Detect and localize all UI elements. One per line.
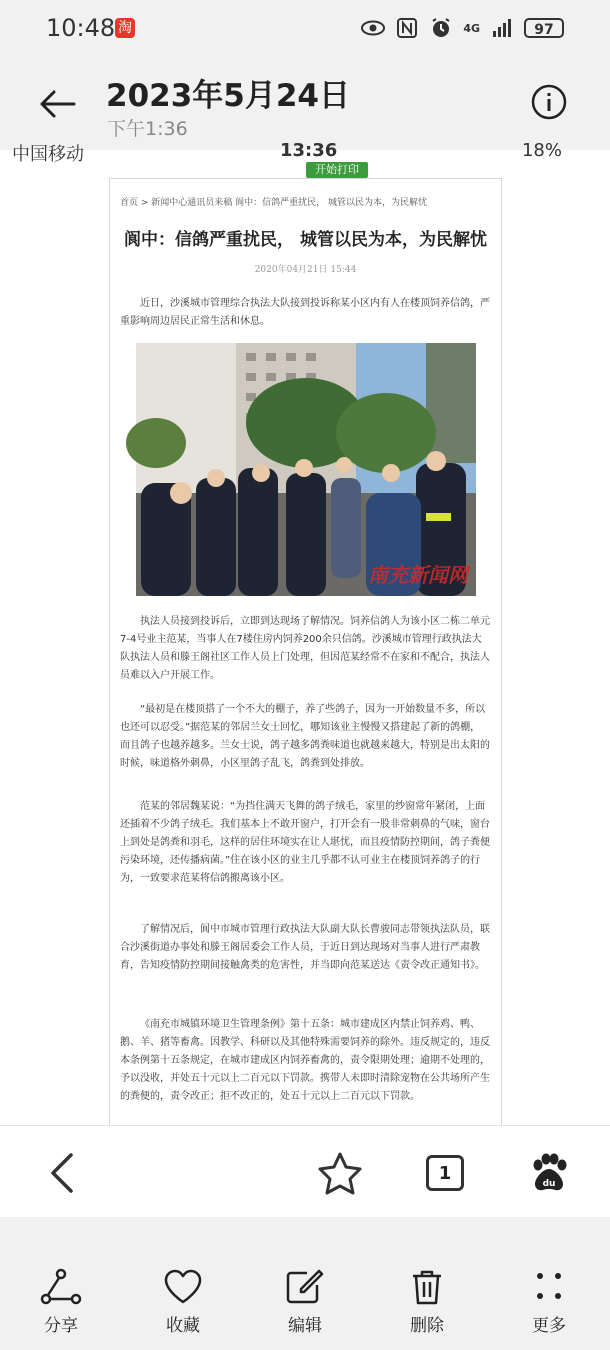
photo-watermark: 南充新闻网 — [368, 563, 468, 587]
trash-icon — [407, 1269, 447, 1305]
svg-text:du: du — [542, 1179, 556, 1189]
article-paragraph: 近日，沙溪城市管理综合执法大队接到投诉称某小区内有人在楼顶饲养信鸽，严重影响周边居民正常生活和休息。 — [120, 298, 490, 327]
heart-icon — [163, 1269, 203, 1305]
tabs-button[interactable] — [420, 1148, 470, 1198]
favorite-label: 收藏 — [166, 1316, 200, 1336]
article-paragraph: “最初是在楼顶搭了一个不大的棚子，养了些鸽子，因为一开始数量不多，所以也还可以忍受。”据范某的邻居兰女士回忆，哪知该业主慢慢又搭建起了新的鸽棚，而且鸽子也越养越多。兰女士说，鸽子越多鸽粪味道也就越来越大，特别是出太阳的时候，味道格外刺鼻，小区里鸽子乱飞，鸽粪到处排放。 — [120, 704, 490, 769]
gallery-action-bar — [0, 1217, 610, 1350]
inner-time: 13:36 — [280, 140, 338, 161]
inner-carrier: 中国移动 — [12, 144, 84, 165]
article-paragraph: 《南充市城镇环境卫生管理条例》第十五条：城市建成区内禁止饲养鸡、鸭、鹅、羊、猪等畜禽。因教学、科研以及其他特殊需要饲养的除外。违反规定的，违反本条例第十五条规定，在城市建成区内饲养畜禽的，责令限期处理；逾期不处理的，予以没收，并处五十元以上二百元以下罚款。携带人未即时清除宠物在公共场所产生的粪便的，责令改正；拒不改正的，处五十元以上二百元以下罚款。 — [120, 1019, 490, 1102]
status-icons — [361, 16, 564, 40]
print-button: 开始打印 — [306, 162, 368, 178]
delete-label: 删除 — [410, 1316, 444, 1336]
article-title: 阆中：信鸽严重扰民， 城管以民为本，为民解忧 — [124, 230, 487, 250]
chevron-left-icon — [47, 1151, 75, 1195]
delete-button[interactable] — [387, 1269, 467, 1336]
info-button[interactable] — [531, 84, 567, 120]
article-photo — [136, 343, 476, 596]
browser-nav-bar — [0, 1125, 610, 1218]
taobao-app-icon: 淘 — [115, 18, 135, 38]
photo-time-subtitle: 下午1:36 — [107, 118, 188, 140]
gallery-header — [0, 58, 610, 150]
article-paragraph: 了解情况后，阆中市城市管理行政执法大队副大队长曹骏同志带领执法队员，联合沙溪街道办事处和滕王阁居委会工作人员，于近日到达现场对当事人进行严肃教育，告知疫情防控期间接触禽类的危害性，并当即向范某送达《责令改正通知书》。 — [120, 924, 490, 971]
more-button[interactable] — [509, 1269, 589, 1336]
tab-count: 1 — [426, 1155, 464, 1191]
edit-label: 编辑 — [288, 1316, 322, 1336]
share-icon — [41, 1269, 81, 1305]
edit-button[interactable] — [265, 1269, 345, 1336]
more-label: 更多 — [532, 1316, 566, 1336]
info-icon — [531, 84, 567, 120]
article-date: 2020年04月21日 15:44 — [254, 265, 357, 275]
photo-date-title: 2023年5月24日 — [106, 78, 350, 114]
nfc-icon — [395, 16, 419, 40]
back-arrow-icon — [38, 88, 78, 120]
favorite-button[interactable] — [143, 1269, 223, 1336]
status-bar — [0, 0, 610, 58]
share-button[interactable] — [21, 1269, 101, 1336]
battery-indicator: 97 — [524, 18, 564, 38]
star-icon — [317, 1151, 363, 1195]
article-paragraph: 范某的邻居魏某说：“为挡住满天飞舞的鸽子绒毛，家里的纱窗常年紧闭，上面还插着不少鸽子绒毛。我们基本上不敢开窗户，打开会有一股非常刺鼻的气味，窗台上到处是鸽粪和羽毛，这样的居住环境实在让人堪忧，而且疫情防控期间，鸽子粪便污染环境，还传播病菌。”住在该小区的业主几乎都不认可业主在楼顶饲养鸽子的行为，一致要求范某将信鸽搬离该小区。 — [120, 801, 490, 884]
alarm-icon — [429, 16, 453, 40]
nav-back-button[interactable] — [36, 1148, 86, 1198]
article-paragraph: 执法人员接到投诉后，立即到达现场了解情况。饲养信鸽人为该小区二栋二单元7-4号业主范某，当事人在7楼住房内饲养200余只信鸽。沙溪城市管理行政执法大队执法人员和滕王阁社区工作人员上门处理，但因范某经常不在家和不配合，执法人员难以入户开展工作。 — [120, 616, 490, 681]
network-type: 4G — [463, 21, 480, 35]
edit-icon — [285, 1269, 325, 1305]
eye-icon — [361, 16, 385, 40]
breadcrumb: 首页 > 新闻中心通讯员来稿 阆中：信鸽严重扰民， 城管以民为本，为民解忧 — [120, 198, 427, 208]
image-viewer[interactable] — [0, 140, 610, 1125]
baidu-button[interactable] — [524, 1148, 574, 1198]
status-time: 10:48 — [46, 14, 116, 42]
signal-icon — [490, 16, 514, 40]
more-icon — [529, 1269, 569, 1305]
inner-battery: 18% — [521, 140, 562, 161]
back-button[interactable] — [38, 88, 78, 120]
bookmark-button[interactable] — [315, 1148, 365, 1198]
share-label: 分享 — [44, 1316, 78, 1336]
article-document — [109, 178, 502, 1140]
baidu-paw-icon — [529, 1153, 569, 1193]
inner-status-bar — [0, 140, 610, 165]
